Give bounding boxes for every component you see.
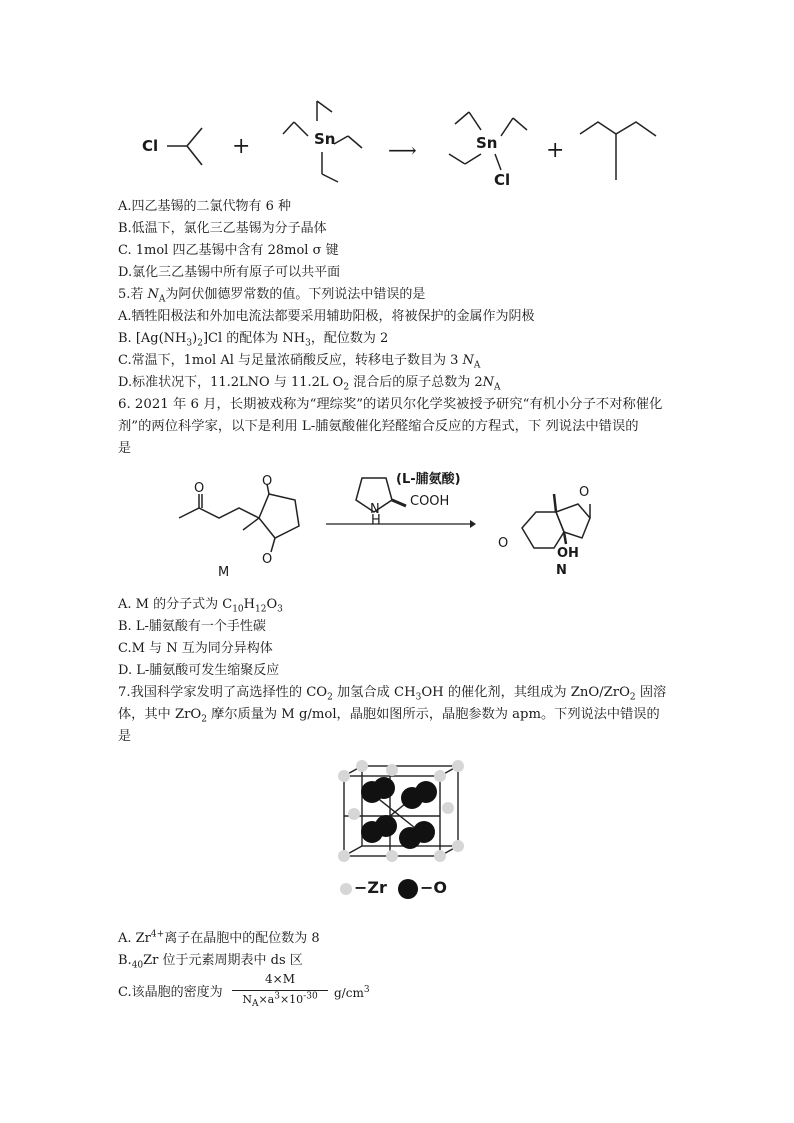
tin-atom-label-product: Sn (476, 134, 498, 152)
q5-option-d: D.标准状况下，11.2LNO 与 11.2L $O_2$ 混合后的原子总数为 $2N_A$ (118, 375, 501, 393)
n-oxygen-2: O (498, 536, 509, 551)
q7-option-c-label: C.该晶胞的密度为 (118, 985, 223, 1000)
q4-option-a: A.四乙基锡的二氯代物有 6 种 (118, 199, 292, 214)
molecule-n-label: N (556, 563, 567, 578)
n-hydroxyl: OH (557, 546, 579, 561)
plus-sign-2: + (546, 138, 565, 163)
isopentane-structure (578, 118, 668, 178)
tin-atom-label: Sn (314, 130, 336, 148)
proline-hydrogen: H (371, 513, 381, 528)
q6-stem-line-3: 是 (118, 441, 132, 456)
o-atom-icon (398, 879, 418, 899)
density-unit: $g/cm^3$ (334, 985, 370, 1000)
q5-option-b: B. $[Ag(NH_3)_2]Cl$ 的配体为 $NH_3$，配位数为 2 (118, 331, 389, 349)
m-oxygen-1: O (194, 481, 205, 496)
q5-option-a: A.牺牲阳极法和外加电流法都要采用辅助阳极，将被保护的金属作为阴极 (118, 309, 535, 324)
chlorine-atom-label: Cl (142, 137, 159, 155)
m-oxygen-3: O (262, 552, 273, 567)
q7-option-a: A. $Zr^{4+}$离子在晶胞中的配位数为 8 (118, 929, 320, 946)
legend-o-label: −O (420, 878, 448, 897)
catalyst-label: (L-脯氨酸) (396, 472, 461, 487)
chlorine-atom-label-product: Cl (494, 171, 511, 189)
q5-stem: 5.若 $N_A$为阿伏伽德罗常数的值。下列说法中错误的是 (118, 287, 426, 305)
q6-stem-line-1: 6. 2021 年 6 月，长期被戏称为“理综奖”的诺贝尔化学奖被授予研究“有机小分子不对称催化 (118, 397, 663, 412)
legend-zr-label: −Zr (354, 878, 387, 897)
q7-option-b: $B._{40}Zr$ 位于元素周期表中 ds 区 (118, 953, 303, 971)
q4-option-d: D.氯化三乙基锡中所有原子可以共平面 (118, 265, 341, 280)
q4-option-b: B.低温下，氯化三乙基锡为分子晶体 (118, 221, 327, 236)
molecule-m-label: M (218, 565, 230, 580)
crystal-cell-diagram (330, 762, 470, 872)
q6-stem-line-2: 剂”的两位科学家，以下是利用 L-脯氨酸催化羟醛缩合反应的方程式，下 列说法中错误的 (118, 419, 639, 434)
q6-option-b: B. L-脯氨酸有一个手性碳 (118, 619, 266, 634)
proline-nitrogen: N (370, 502, 380, 517)
q4-option-c: C. 1mol 四乙基锡中含有 28mol σ 键 (118, 243, 339, 258)
carboxyl-group: COOH (410, 494, 450, 509)
n-oxygen-1: O (579, 485, 590, 500)
q6-option-d: D. L-脯氨酸可发生缩聚反应 (118, 663, 280, 678)
q7-stem-line-2: 体，其中 ZrO$_2$ 摩尔质量为 M g/mol，晶胞如图所示，晶胞参数为 apm。下列说法中错误的 (118, 707, 660, 725)
q7-stem-line-3: 是 (118, 729, 132, 744)
q5-option-c: C.常温下，1mol Al 与足量浓硝酸反应，转移电子数目为 3 $N_A$ (118, 353, 481, 371)
reaction-arrow-2 (326, 519, 476, 531)
formula-numerator: 4×M (265, 972, 295, 986)
plus-sign: + (232, 134, 251, 159)
m-oxygen-2: O (262, 474, 273, 489)
zr-atom-icon (340, 883, 352, 895)
formula-denominator: $N_A\times a^3\times 10^{-30}$ (242, 991, 318, 1010)
q7-stem-line-1: 7.我国科学家发明了高选择性的 $CO_2$ 加氢合成 $CH_3OH$ 的催化剂，其组成为 ZnO/ZrO$_2$ 固溶 (118, 685, 667, 703)
q6-option-a: A. M 的分子式为 $C_{10}H_{12}O_3$ (118, 597, 283, 615)
isopropyl-chloride-structure (165, 125, 225, 165)
q6-option-c: C.M 与 N 互为同分异构体 (118, 641, 273, 656)
reaction-arrow: ⟶ (388, 138, 417, 162)
